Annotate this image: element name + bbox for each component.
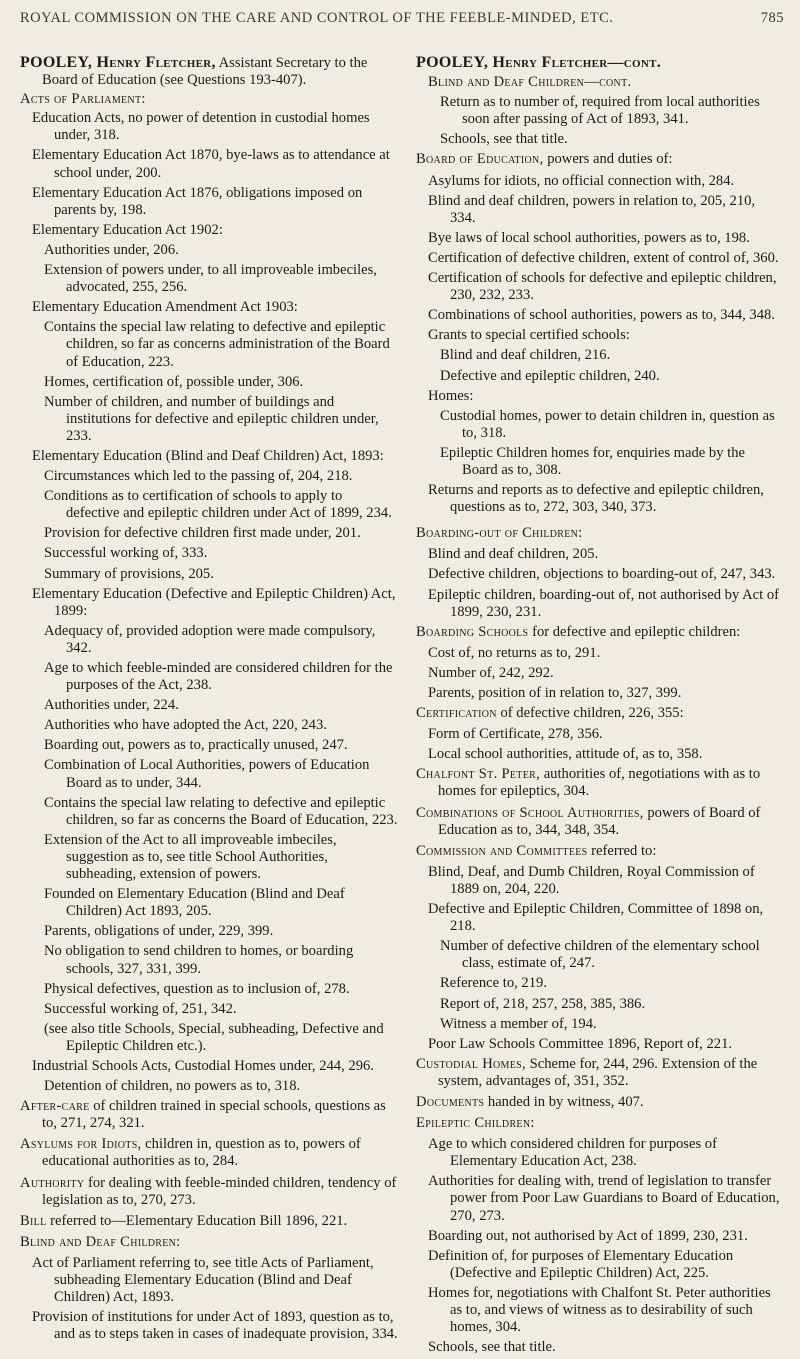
index-subentry: Blind and deaf children, 216. <box>440 347 611 364</box>
acts-heading: Acts of Parliament: <box>20 91 146 108</box>
index-subentry: Age to which considered children for purposes of Elementary Education Act, 238. <box>428 1136 717 1170</box>
index-subentry: Defective and epileptic children, 240. <box>440 367 660 384</box>
index-entry-asylums: Asylums for Idiots, children in, question as to, powers of educational authorities as to, 284. <box>20 1136 361 1170</box>
index-subentry: Industrial Schools Acts, Custodial Homes under, 244, 296. <box>32 1057 374 1074</box>
witness-description: Assistant Secretary to the Board of Education (see Questions 193-407). <box>42 55 368 89</box>
index-subentry: Custodial homes, power to detain children in, question as to, 318. <box>440 407 775 441</box>
index-subentry: Education Acts, no power of detention in custodial homes under, 318. <box>32 110 370 144</box>
index-subentry: Detention of children, no powers as to, 318. <box>44 1078 301 1095</box>
index-subentry: Number of children, and number of buildings and institutions for defective and epileptic children under, 233. <box>44 393 379 444</box>
index-subentry: Act of Parliament referring to, see title Acts of Parliament, subheading Elementary Education (Blind and Deaf Children) Act, 1893. <box>32 1254 374 1306</box>
index-subentry: Age to which feeble-minded are considered children for the purposes of the Act, 238. <box>44 660 393 694</box>
index-subentry: Contains the special law relating to defective and epileptic children, so far as concerns the Board of Education, 223. <box>44 794 398 828</box>
index-subentry: Provision for defective children first made under, 201. <box>44 525 361 542</box>
page-number: 785 <box>760 10 784 26</box>
index-subentry: Elementary Education Amendment Act 1903: <box>32 299 298 316</box>
index-subentry: Founded on Elementary Education (Blind and Deaf Children) Act 1893, 205. <box>44 886 345 920</box>
index-subentry: Provision of institutions for under Act of 1893, question as to, and as to steps taken in cases of inadequate provision, 334. <box>32 1309 398 1343</box>
index-subentry: Cost of, no returns as to, 291. <box>428 644 601 661</box>
index-subentry: Number of, 242, 292. <box>428 664 554 681</box>
index-subentry: Authorities for dealing with, trend of legislation to transfer power from Poor Law Guardians to Board of Education, 270, 273. <box>428 1173 780 1224</box>
index-entry-chalfont: Chalfont St. Peter, authorities of, negotiations with as to homes for epileptics, 304. <box>416 766 761 800</box>
index-subentry: Homes, certification of, possible under, 306. <box>44 373 304 390</box>
index-columns <box>20 54 784 1359</box>
index-subentry: Blind and deaf children, powers in relation to, 205, 210, 334. <box>428 192 756 226</box>
index-subentry: Witness a member of, 194. <box>440 1015 597 1032</box>
index-subentry: Homes for, negotiations with Chalfont St. Peter authorities as to, and views of witness as to desirability of such homes, 304. <box>428 1284 771 1336</box>
index-subentry: Defective and Epileptic Children, Committee of 1898 on, 218. <box>428 901 764 935</box>
index-subentry: Extension of powers under, to all improveable imbeciles, advocated, 255, 256. <box>44 262 377 296</box>
index-subentry: Return as to number of, required from local authorities soon after passing of Act of 1893, 341. <box>440 94 760 128</box>
running-title: ROYAL COMMISSION ON THE CARE AND CONTROL OF THE FEEBLE-MINDED, ETC. <box>20 10 614 26</box>
left-column <box>20 54 398 1359</box>
index-subentry: Local school authorities, attitude of, as to, 358. <box>428 746 703 763</box>
index-entry-epileptic-children: Epileptic Children: <box>416 1115 535 1132</box>
index-subentry: Report of, 218, 257, 258, 385, 386. <box>440 995 646 1012</box>
index-entry-bill: Bill referred to—Elementary Education Bill 1896, 221. <box>20 1212 348 1229</box>
index-subentry: Authorities under, 206. <box>44 241 179 258</box>
index-subentry: Parents, position of in relation to, 327, 399. <box>428 685 682 701</box>
index-subentry: Elementary Education Act 1870, bye-laws as to attendance at school under, 200. <box>32 147 390 181</box>
index-entry-board-of-education: Board of Education, powers and duties of: <box>416 151 673 168</box>
index-subentry: Homes: <box>428 387 474 404</box>
index-subentry: Certification of defective children, extent of control of, 360. <box>428 249 779 266</box>
index-subentry: Authorities who have adopted the Act, 220, 243. <box>44 717 327 734</box>
index-subentry: Bye laws of local school authorities, powers as to, 198. <box>428 229 750 246</box>
index-entry-blind-deaf: Blind and Deaf Children: <box>20 1233 181 1250</box>
index-subentry: Successful working of, 251, 342. <box>44 1000 237 1017</box>
index-subentry: Combinations of school authorities, powers as to, 344, 348. <box>428 307 775 324</box>
index-subentry: Elementary Education (Defective and Epileptic Children) Act, 1899: <box>32 585 396 619</box>
index-subentry: Returns and reports as to defective and epileptic children, questions as to, 272, 303, 340, 373. <box>428 482 764 516</box>
index-subentry: (see also title Schools, Special, subheading, Defective and Epileptic Children etc.). <box>44 1020 384 1054</box>
index-subentry: Elementary Education Act 1902: <box>32 221 223 238</box>
index-subentry: Form of Certificate, 278, 356. <box>428 726 603 743</box>
witness-entry-continued: POOLEY, Henry Fletcher—cont. <box>416 54 662 71</box>
index-subentry: Authorities under, 224. <box>44 697 179 714</box>
index-subentry: Schools, see that title. <box>428 1339 556 1356</box>
witness-entry-heading <box>20 54 398 89</box>
index-subentry: Blind, Deaf, and Dumb Children, Royal Commission of 1889 on, 204, 220. <box>428 863 755 897</box>
index-subentry: No obligation to send children to homes, or boarding schools, 327, 331, 399. <box>44 943 354 977</box>
index-subentry: Elementary Education (Blind and Deaf Children) Act, 1893: <box>32 447 384 464</box>
index-subentry: Definition of, for purposes of Elementary Education (Defective and Epileptic Children) Act, 225. <box>428 1247 734 1281</box>
index-subentry: Epileptic Children homes for, enquiries made by the Board as to, 308. <box>440 444 745 478</box>
index-entry-combinations: Combinations of School Authorities, powers of Board of Education as to, 344, 348, 354. <box>416 804 761 838</box>
index-subentry: Reference to, 219. <box>440 975 547 992</box>
index-subentry: Summary of provisions, 205. <box>44 565 214 582</box>
index-subentry: Epileptic children, boarding-out of, not authorised by Act of 1899, 230, 231. <box>428 586 779 620</box>
index-subentry: Schools, see that title. <box>440 131 568 148</box>
index-entry-documents: Documents handed in by witness, 407. <box>416 1093 644 1110</box>
index-subentry: Asylums for idiots, no official connection with, 284. <box>428 172 735 189</box>
index-subentry: Defective children, objections to boarding-out of, 247, 343. <box>428 566 776 583</box>
index-subentry: Adequacy of, provided adoption were made compulsory, 342. <box>44 622 376 656</box>
blind-deaf-continued-heading: Blind and Deaf Children—cont. <box>428 74 632 91</box>
index-subentry: Extension of the Act to all improveable imbeciles, suggestion as to, see title School Authorities, subheading, extension of powers. <box>44 831 337 883</box>
index-subentry: Successful working of, 333. <box>44 545 208 562</box>
index-entry-boarding-schools: Boarding Schools for defective and epileptic children: <box>416 623 741 640</box>
index-entry-custodial-homes: Custodial Homes, Scheme for, 244, 296. Extension of the system, advantages of, 351, 352. <box>416 1055 758 1089</box>
index-entry-boarding-out: Boarding-out of Children: <box>416 525 583 542</box>
index-subentry: Elementary Education Act 1876, obligations imposed on parents by, 198. <box>32 184 363 218</box>
index-subentry: Boarding out, not authorised by Act of 1899, 230, 231. <box>428 1227 748 1244</box>
index-subentry: Blind and deaf children, 205. <box>428 546 599 563</box>
index-subentry: Combination of Local Authorities, powers of Education Board as to under, 344. <box>44 757 370 791</box>
right-column <box>416 54 784 1359</box>
index-subentry: Number of defective children of the elementary school class, estimate of, 247. <box>440 938 760 972</box>
index-subentry: Parents, obligations of under, 229, 399. <box>44 923 274 940</box>
index-subentry: Conditions as to certification of schools to apply to defective and epileptic children under Act of 1899, 234. <box>44 488 392 522</box>
running-head <box>20 10 784 30</box>
index-entry-authority: Authority for dealing with feeble-minded children, tendency of legislation as to, 270, 273. <box>20 1174 397 1208</box>
index-subentry: Boarding out, powers as to, practically unused, 247. <box>44 737 348 754</box>
index-entry-commission: Commission and Committees referred to: <box>416 842 657 859</box>
witness-name: POOLEY, Henry Fletcher, <box>20 54 216 71</box>
index-subentry: Physical defectives, question as to inclusion of, 278. <box>44 980 350 997</box>
index-entry-after-care: After-care of children trained in special schools, questions as to, 271, 274, 321. <box>20 1098 386 1132</box>
index-subentry: Grants to special certified schools: <box>428 327 630 344</box>
index-subentry: Poor Law Schools Committee 1896, Report of, 221. <box>428 1035 733 1052</box>
index-subentry: Circumstances which led to the passing of, 204, 218. <box>44 468 353 485</box>
index-subentry: Contains the special law relating to defective and epileptic children, so far as concerns administration of the Board of Education, 223. <box>44 319 390 370</box>
index-subentry: Certification of schools for defective and epileptic children, 230, 232, 233. <box>428 270 777 304</box>
index-entry-certification: Certification of defective children, 226, 355: <box>416 705 684 722</box>
